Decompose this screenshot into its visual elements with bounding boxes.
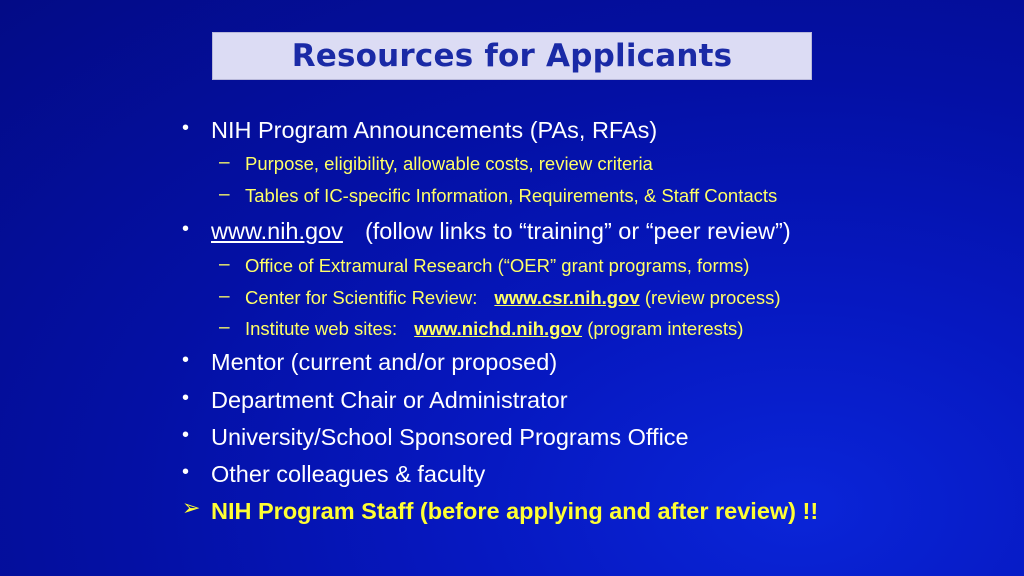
dash-icon: – bbox=[219, 317, 230, 338]
bullet-nih-website bbox=[211, 218, 791, 245]
title-box bbox=[212, 32, 812, 80]
bullet-nih-program-announcements: NIH Program Announcements (PAs, RFAs) bbox=[211, 117, 658, 143]
bullet-icon: • bbox=[182, 424, 190, 446]
csr-link[interactable]: www.csr.nih.gov bbox=[494, 287, 640, 308]
sub-bullet-csr bbox=[245, 287, 781, 309]
nichd-suffix: (program interests) bbox=[587, 318, 744, 339]
nichd-link[interactable]: www.nichd.nih.gov bbox=[414, 318, 583, 339]
slide-title: Resources for Applicants bbox=[291, 38, 733, 74]
bullet-icon: • bbox=[182, 218, 190, 240]
bullet-nih-program-staff: NIH Program Staff (before applying and after review) !! bbox=[211, 498, 819, 524]
csr-label: Center for Scientific Review: bbox=[245, 287, 478, 308]
bullet-colleagues: Other colleagues & faculty bbox=[211, 461, 486, 487]
bullet-mentor: Mentor (current and/or proposed) bbox=[211, 349, 558, 375]
institute-label: Institute web sites: bbox=[245, 318, 398, 339]
arrow-bullet-icon: ➢ bbox=[182, 496, 201, 521]
bullet-icon: • bbox=[182, 349, 190, 371]
sub-bullet-institute bbox=[245, 318, 743, 340]
dash-icon: – bbox=[219, 286, 230, 307]
nih-gov-description: (follow links to “training” or “peer review”) bbox=[364, 218, 791, 244]
csr-suffix: (review process) bbox=[644, 287, 781, 308]
sub-bullet-tables: Tables of IC-specific Information, Requirements, & Staff Contacts bbox=[245, 185, 778, 206]
bullet-sponsored-programs: University/School Sponsored Programs Office bbox=[211, 424, 689, 450]
dash-icon: – bbox=[219, 152, 230, 173]
bullet-department-chair: Department Chair or Administrator bbox=[211, 387, 568, 413]
nih-gov-link[interactable]: www.nih.gov bbox=[211, 218, 343, 244]
bullet-icon: • bbox=[182, 387, 190, 409]
sub-bullet-oer: Office of Extramural Research (“OER” grant programs, forms) bbox=[245, 255, 750, 276]
dash-icon: – bbox=[219, 184, 230, 205]
bullet-icon: • bbox=[182, 461, 190, 483]
bullet-icon: • bbox=[182, 117, 190, 139]
sub-bullet-purpose: Purpose, eligibility, allowable costs, review criteria bbox=[245, 153, 653, 174]
dash-icon: – bbox=[219, 254, 230, 275]
